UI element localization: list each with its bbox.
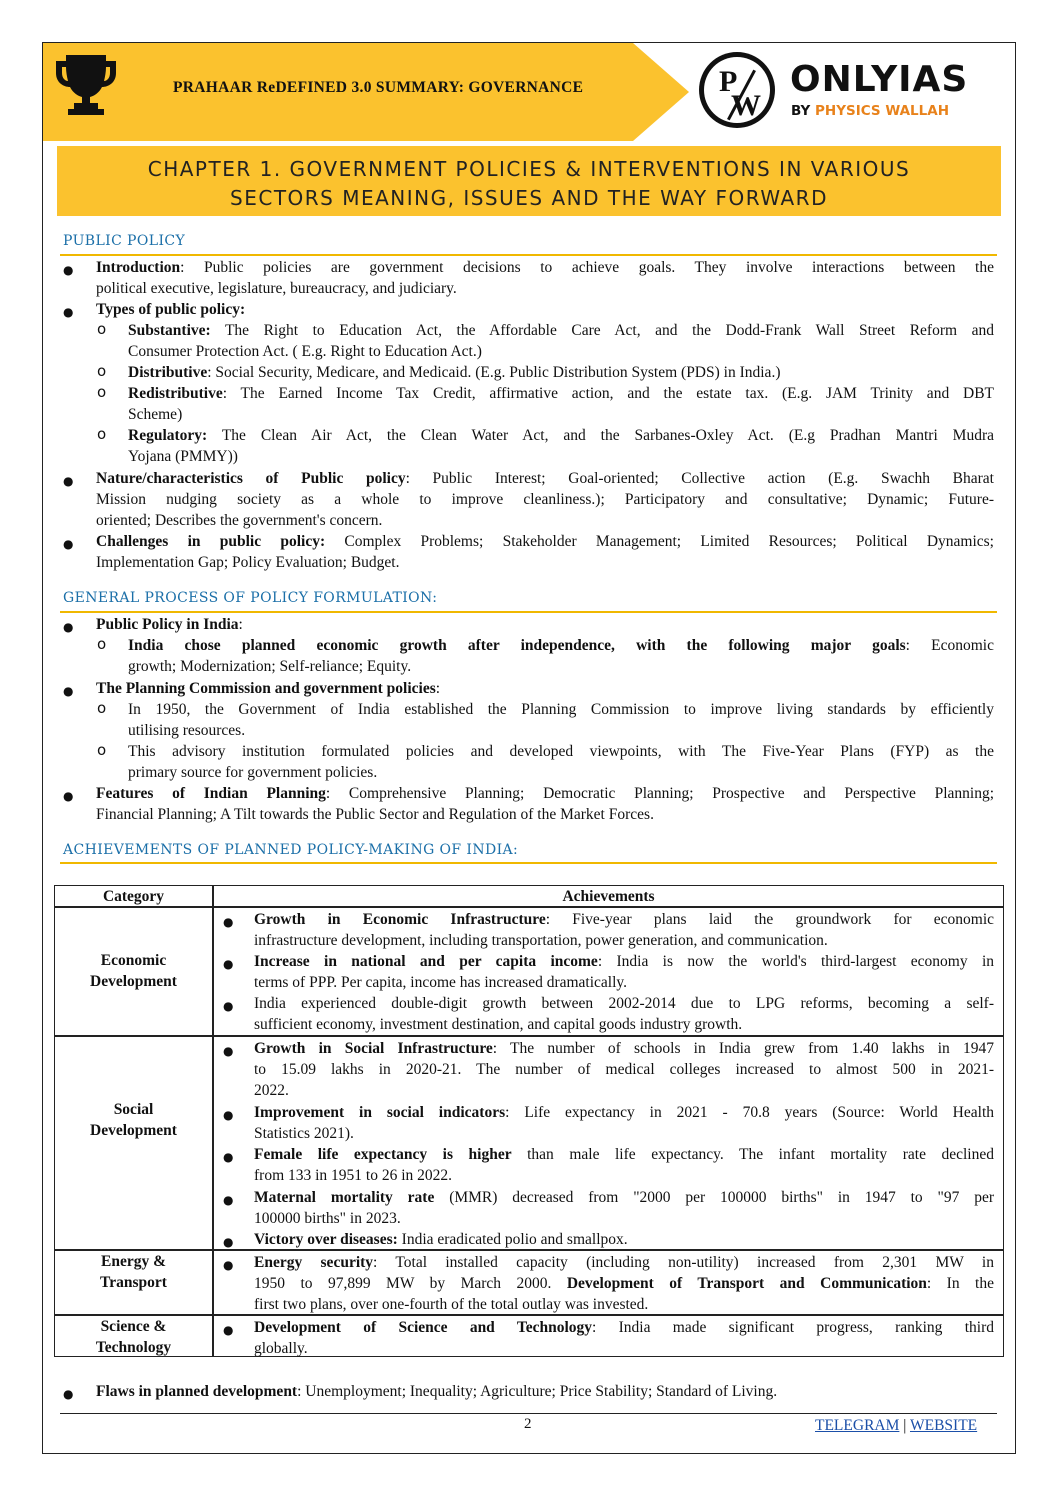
- section-rule: [60, 611, 997, 613]
- goals-line-2: growth; Modernization; Self-reliance; Equity.: [128, 658, 412, 675]
- header-banner: [43, 43, 689, 141]
- logo-letter-p: P: [719, 65, 738, 98]
- bullet-icon: ●: [63, 620, 74, 634]
- bullet-icon: ●: [223, 915, 234, 929]
- sub-bullet-icon: o: [97, 383, 107, 401]
- brand-subtitle: BY PHYSICS WALLAH: [791, 103, 950, 119]
- sub-bullet-icon: o: [97, 635, 107, 653]
- social-point-5: Victory over diseases: India eradicated polio and smallpox.: [254, 1231, 628, 1248]
- social-point-1-line-3: 2022.: [254, 1082, 289, 1099]
- econ-point-1-line-1: Growth in Economic Infrastructure: Five-year plans laid the groundwork for economic: [254, 911, 994, 928]
- features-line-2: Financial Planning; A Tilt towards the Public Sector and Regulation of the Market Forces.: [96, 806, 654, 823]
- bullet-icon: ●: [223, 957, 234, 971]
- bullet-icon: ●: [63, 537, 74, 551]
- energy-point-line-3: first two plans, over one-fourth of the total outlay was invested.: [254, 1296, 649, 1313]
- bullet-icon: ●: [223, 1235, 234, 1249]
- bullet-icon: ●: [223, 1108, 234, 1122]
- chapter-title-line-2: SECTORS MEANING, ISSUES AND THE WAY FORWARD: [230, 186, 828, 210]
- planning-commission-heading: The Planning Commission and government policies:: [96, 680, 441, 697]
- category-economic-development: Economic Development: [90, 952, 177, 990]
- sub-bullet-icon: o: [97, 741, 107, 759]
- bullet-icon: ●: [223, 1258, 234, 1272]
- goals-line-1: India chose planned economic growth after independence, with the following major goals: Economic: [128, 637, 994, 654]
- category-energy-transport: Energy & Transport: [100, 1253, 167, 1291]
- social-point-2-line-1: Improvement in social indicators: Life expectancy in 2021 - 70.8 years (Source: World Health: [254, 1104, 994, 1121]
- sub-bullet-icon: o: [97, 699, 107, 717]
- india-heading: Public Policy in India:: [96, 616, 243, 633]
- logo-letter-w: W: [731, 89, 761, 122]
- pw-logo: [699, 52, 775, 128]
- econ-point-3-line-2: sufficient economy, investment destination, and capital goods industry growth.: [254, 1016, 743, 1033]
- bullet-icon: ●: [63, 789, 74, 803]
- bullet-icon: ●: [63, 263, 74, 277]
- section-heading-public-policy: PUBLIC POLICY: [63, 233, 186, 249]
- page-number: 2: [524, 1416, 532, 1432]
- sub-bullet-icon: o: [97, 320, 107, 338]
- category-social-development: Social Development: [90, 1101, 177, 1139]
- bullet-icon: ●: [223, 999, 234, 1013]
- intro-line-1: Introduction: Public policies are government decisions to achieve goals. They involve interactions between the: [96, 259, 994, 276]
- footer-links: [815, 1417, 977, 1435]
- section-rule: [60, 254, 997, 256]
- brand-name: ONLYIAS: [790, 59, 969, 100]
- econ-point-2-line-2: terms of PPP. Per capita, income has increased dramatically.: [254, 974, 628, 991]
- social-point-2-line-2: Statistics 2021).: [254, 1125, 354, 1142]
- social-point-1-line-2: to 15.09 lakhs in 2020-21. The number of medical colleges increased to almost 500 in 2021-: [254, 1061, 994, 1078]
- econ-point-2-line-1: Increase in national and per capita income: India is now the world's third-largest economy in: [254, 953, 995, 970]
- social-point-4-line-1: Maternal mortality rate (MMR) decreased from "2000 per 100000 births" in 1947 to "97 per: [254, 1189, 994, 1206]
- redistributive-line-1: Redistributive: The Earned Income Tax Credit, affirmative action, and the estate tax. (E.g. JAM Trinity and DBT: [128, 385, 994, 402]
- challenges-line-1: Challenges in public policy: Complex Problems; Stakeholder Management; Limited Resources; Political Dynamics;: [96, 533, 994, 550]
- econ-point-1-line-2: infrastructure development, including transportation, power generation, and communication.: [254, 932, 828, 949]
- section-rule: [60, 862, 997, 864]
- types-heading: Types of public policy:: [96, 301, 246, 318]
- social-point-4-line-2: 100000 births" in 2023.: [254, 1210, 401, 1227]
- nature-line-2: Mission nudging society as a whole to improve cleanliness.); Participatory and consultative; Dynamic; Future-: [96, 491, 994, 508]
- footer-rule: [60, 1413, 997, 1414]
- energy-point-line-2: 1950 to 97,899 MW by March 2000. Development of Transport and Communication: In the: [254, 1275, 994, 1292]
- regulatory-line-1: Regulatory: The Clean Air Act, the Clean Water Act, and the Sarbanes-Oxley Act. (E.g Pradhan Mantri Mudra: [128, 427, 994, 444]
- pc-point-2-line-2: primary source for government policies.: [128, 764, 378, 781]
- redistributive-line-2: Scheme): [128, 406, 183, 423]
- bullet-icon: ●: [223, 1323, 234, 1337]
- features-line-1: Features of Indian Planning: Comprehensive Planning; Democratic Planning; Prospective and Perspective Planning;: [96, 785, 995, 802]
- flaws-line: Flaws in planned development: Unemployment; Inequality; Agriculture; Price Stability; Standard of Living.: [96, 1383, 778, 1400]
- bullet-icon: ●: [223, 1193, 234, 1207]
- bullet-icon: ●: [63, 684, 74, 698]
- regulatory-line-2: Yojana (PMMY)): [128, 448, 238, 465]
- challenges-line-2: Implementation Gap; Policy Evaluation; Budget.: [96, 554, 400, 571]
- link-separator: |: [903, 1417, 907, 1434]
- social-point-3-line-1: Female life expectancy is higher than male life expectancy. The infant mortality rate declined: [254, 1146, 994, 1163]
- science-point-line-2: globally.: [254, 1340, 308, 1357]
- substantive-line-1: Substantive: The Right to Education Act, the Affordable Care Act, and the Dodd-Frank Wall Street Reform and: [128, 322, 994, 339]
- trophy-icon: [52, 51, 120, 117]
- banner-title: PRAHAAR ReDEFINED 3.0 SUMMARY: GOVERNANCE: [173, 79, 584, 96]
- distributive-line: Distributive: Social Security, Medicare, and Medicaid. (E.g. Public Distribution System (PDS) in India.): [128, 364, 781, 381]
- pc-point-2-line-1: This advisory institution formulated policies and developed viewpoints, with The Five-Year Plans (FYP) as the: [128, 743, 994, 760]
- pc-point-1-line-1: In 1950, the Government of India established the Planning Commission to improve living standards by efficiently: [128, 701, 994, 718]
- section-heading-achievements: ACHIEVEMENTS OF PLANNED POLICY-MAKING OF INDIA:: [63, 842, 519, 858]
- substantive-line-2: Consumer Protection Act. ( E.g. Right to Education Act.): [128, 343, 482, 360]
- table-header-achievements: Achievements: [562, 888, 655, 905]
- bullet-icon: ●: [63, 474, 74, 488]
- bullet-icon: ●: [223, 1150, 234, 1164]
- chapter-title-line-1: CHAPTER 1. GOVERNMENT POLICIES & INTERVENTIONS IN VARIOUS: [147, 157, 911, 181]
- chapter-title: [57, 146, 1001, 216]
- sub-bullet-icon: o: [97, 362, 107, 380]
- nature-line-1: Nature/characteristics of Public policy: Public Interest; Goal-oriented; Collective action (E.g. Swachh Bharat: [96, 470, 994, 487]
- nature-line-3: oriented; Describes the government's concern.: [96, 512, 383, 529]
- bullet-icon: ●: [223, 1044, 234, 1058]
- bullet-icon: ●: [63, 305, 74, 319]
- energy-point-line-1: Energy security: Total installed capacity (including non-utility) increased from 2,301 MW in: [254, 1254, 994, 1271]
- science-point-line-1: Development of Science and Technology: India made significant progress, ranking third: [254, 1319, 994, 1336]
- bullet-icon: ●: [63, 1387, 74, 1401]
- section-heading-process: GENERAL PROCESS OF POLICY FORMULATION:: [63, 590, 438, 606]
- website-link[interactable]: WEBSITE: [909, 1417, 978, 1434]
- category-science-technology: Science & Technology: [95, 1318, 172, 1356]
- sub-bullet-icon: o: [97, 425, 107, 443]
- social-point-3-line-2: from 133 in 1951 to 26 in 2022.: [254, 1167, 453, 1184]
- econ-point-3-line-1: India experienced double-digit growth between 2002-2014 due to LPG reforms, becoming a self-: [254, 995, 994, 1012]
- intro-line-2: political executive, legislature, bureaucracy, and judiciary.: [96, 280, 457, 297]
- pc-point-1-line-2: utilising resources.: [128, 722, 246, 739]
- table-header-category: Category: [102, 888, 165, 905]
- telegram-link[interactable]: TELEGRAM: [815, 1417, 900, 1434]
- table-row-divider: [54, 1035, 1004, 1037]
- social-point-1-line-1: Growth in Social Infrastructure: The number of schools in India grew from 1.40 lakhs in 1947: [254, 1040, 994, 1057]
